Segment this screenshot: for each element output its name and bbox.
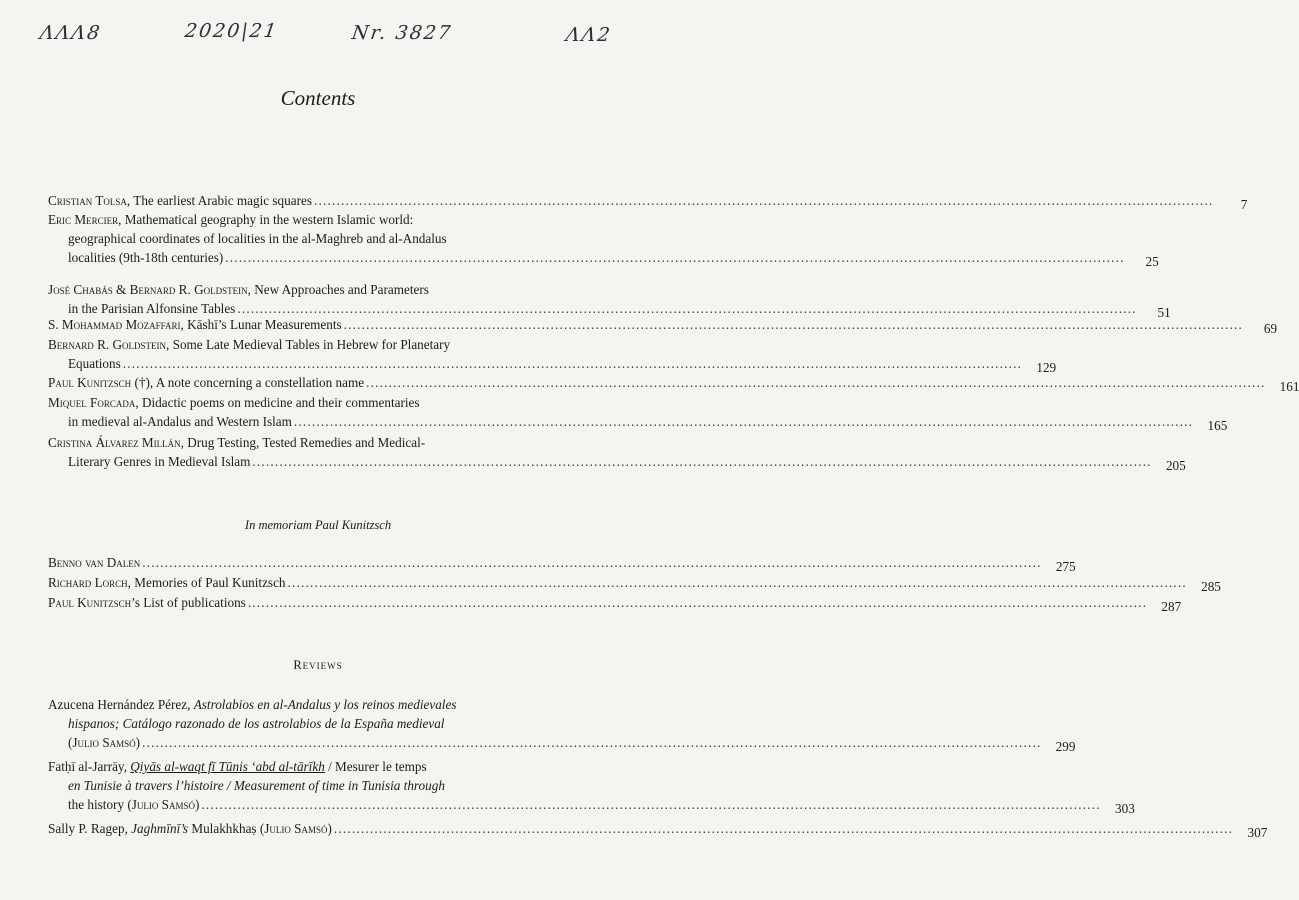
toc-title: Equations — [68, 356, 121, 372]
leader-dots: ........................................................................................................................................................................................................ — [287, 575, 1187, 590]
toc-title: New Approaches and Parameters — [254, 282, 429, 297]
page-number: 299 — [1055, 739, 1076, 755]
toc-entry: Eric Mercier, Mathematical geography in the western Islamic world: geographical coordinates of localities in the al-Maghreb and al-Andalus localities (9th-18th centuries) ........................................................................................................................................................................................................ 25 — [48, 210, 543, 268]
review-title: Qiyās al-waqt fī Tūnis ‘abd al-tārīkh — [130, 759, 325, 774]
review-entry-3: Sally P. Ragep, Jaghmīnī’s Mulakhkhaṣ (Julio Samsó) ........................................................................................................................................................................................................ 307 — [48, 819, 543, 838]
toc-entry: Cristina Álvarez Millán, Drug Testing, Tested Remedies and Medical- Literary Genres in Medieval Islam ........................................................................................................................................................................................................ 205 — [48, 433, 543, 471]
toc-entry: Bernard R. Goldstein, Some Late Medieval Tables in Hebrew for Planetary Equations ........................................................................................................................................................................................................ 129 — [48, 335, 543, 373]
toc-title: Mathematical geography in the western Islamic world: — [124, 212, 414, 227]
leader-dots: ........................................................................................................................................................................................................ — [142, 555, 1042, 570]
leader-dots: ........................................................................................................................................................................................................ — [201, 797, 1101, 813]
leader-dots: ........................................................................................................................................................................................................ — [237, 301, 1137, 317]
toc-title: The earliest Arabic magic squares — [133, 193, 312, 208]
review-entry-1: Azucena Hernández Pérez, Astrolabios en al-Andalus y los reinos medievales hispanos; Catálogo razonado de los astrolabios de la España medieval (Julio Samsó) ........................................................................................................................................................................................................ 299 — [48, 695, 543, 753]
review-title: Jaghmīnī’s — [131, 821, 189, 836]
toc-title: A note concerning a constellation name — [155, 375, 365, 390]
toc-author: Eric Mercier — [48, 212, 119, 227]
review-author: Fatḥī al-Jarrāy — [48, 759, 124, 774]
page-number: 165 — [1207, 418, 1228, 434]
page-number: 285 — [1201, 579, 1221, 594]
page-number: 25 — [1145, 254, 1159, 270]
toc-entry: Miquel Forcada, Didactic poems on medicine and their commentaries in medieval al-Andalus and Western Islam ........................................................................................................................................................................................................ 165 — [48, 393, 543, 431]
toc-entry: Cristian Tolsa, The earliest Arabic magic squares ........................................................................................................................................................................................................ 7 — [48, 191, 543, 210]
leader-dots: ........................................................................................................................................................................................................ — [122, 356, 1023, 372]
review-title: Astrolabios en al-Andalus y los reinos medievales — [193, 697, 457, 712]
leader-dots: ........................................................................................................................................................................................................ — [293, 414, 1194, 430]
memoriam-entry — [48, 553, 1076, 574]
page-number: 287 — [1161, 599, 1182, 614]
page-number: 307 — [1247, 825, 1268, 840]
handwritten-note-4: ΛΛ2 — [564, 24, 614, 46]
toc-author: Paul Kunitzsch — [48, 375, 132, 390]
leader-dots: ........................................................................................................................................................................................................ — [225, 250, 1125, 266]
memoriam-author: Benno van Dalen — [48, 555, 141, 570]
toc-title: Didactic poems on medicine and their commentaries — [141, 395, 420, 410]
review-title-line: en Tunisie à travers l’histoire / Measurement of time in Tunisia through — [68, 778, 445, 794]
handwritten-note-3: Nr. 3827 — [350, 22, 454, 44]
memoriam-author: Richard Lorch — [48, 575, 128, 590]
toc-title: localities (9th-18th centuries) — [68, 250, 224, 266]
leader-dots: ........................................................................................................................................................................................................ — [252, 454, 1152, 470]
leader-dots: ........................................................................................................................................................................................................ — [343, 317, 1244, 332]
reviewer-name: Julio Samsó — [72, 735, 136, 751]
toc-author: Cristina Álvarez Millán — [48, 435, 181, 450]
toc-author: Cristian Tolsa — [48, 193, 127, 208]
page-number: 7 — [1240, 197, 1248, 212]
toc-title: in the Parisian Alfonsine Tables — [68, 301, 236, 317]
toc-title: Drug Testing, Tested Remedies and Medical- — [187, 435, 426, 450]
memoriam-title: , Memories of Paul Kunitzsch — [127, 575, 286, 590]
toc-author: Miquel Forcada — [48, 395, 136, 410]
handwritten-note-2: 2020|21 — [183, 20, 280, 42]
review-author: Sally P. Ragep — [48, 821, 125, 836]
leader-dots: ........................................................................................................................................................................................................ — [313, 193, 1214, 208]
toc-author: S. Mohammad Mozaffari — [48, 317, 181, 332]
handwritten-note-1: ΛΛΛ8 — [38, 22, 103, 44]
memoriam-entry — [48, 573, 1221, 594]
toc-title: Some Late Medieval Tables in Hebrew for Planetary — [172, 337, 451, 352]
toc-entry: Paul Kunitzsch (†), A note concerning a constellation name ........................................................................................................................................................................................................ 161 — [48, 373, 543, 392]
page-number: 161 — [1279, 379, 1299, 394]
memoriam-author: Paul Kunitzsch — [48, 595, 132, 610]
toc-entry: José Chabás & Bernard R. Goldstein, New Approaches and Parameters in the Parisian Alfonsine Tables ........................................................................................................................................................................................................ 51 — [48, 280, 543, 318]
toc-title: Literary Genres in Medieval Islam — [68, 454, 251, 470]
page-title: Contents — [280, 86, 356, 110]
page-number: 275 — [1055, 559, 1076, 574]
toc-title: geographical coordinates of localities in the al-Maghreb and al-Andalus — [68, 231, 447, 247]
leader-dots: ........................................................................................................................................................................................................ — [366, 375, 1266, 390]
memoriam-entry — [48, 593, 1182, 614]
toc-title: Kāshī’s Lunar Measurements — [187, 317, 342, 332]
review-entry-2: Fatḥī al-Jarrāy, Qiyās al-waqt fī Tūnis ‘abd al-tārīkh / Mesurer le temps en Tunisie à travers l’histoire / Measurement of time in Tunisia through the history (Julio Samsó) ........................................................................................................................................................................................................ 303 — [48, 757, 543, 815]
leader-dots: ........................................................................................................................................................................................................ — [333, 821, 1234, 836]
reviews-heading: Reviews — [293, 658, 343, 672]
review-title-line: hispanos; Catálogo razonado de los astrolabios de la España medieval — [68, 716, 445, 732]
toc-author: Bernard R. Goldstein — [48, 337, 167, 352]
page-number: 205 — [1165, 458, 1186, 474]
reviewer-name: Julio Samsó — [264, 821, 328, 836]
leader-dots: ........................................................................................................................................................................................................ — [247, 595, 1148, 610]
toc-entry: S. Mohammad Mozaffari, Kāshī’s Lunar Measurements ........................................................................................................................................................................................................ 69 — [48, 315, 543, 334]
page-number: 51 — [1157, 305, 1171, 321]
page-number: 303 — [1115, 801, 1135, 817]
memoriam-heading: In memoriam Paul Kunitzsch — [244, 518, 392, 532]
review-author: Azucena Hernández Pérez — [48, 697, 188, 712]
page-number: 69 — [1263, 321, 1278, 336]
page-number: 129 — [1036, 360, 1057, 376]
reviewer-name: Julio Samsó — [131, 797, 195, 813]
leader-dots: ........................................................................................................................................................................................................ — [142, 735, 1042, 751]
toc-author: José Chabás & Bernard R. Goldstein — [48, 282, 248, 297]
memoriam-title: ’s List of publications — [131, 595, 246, 610]
toc-title: in medieval al-Andalus and Western Islam — [68, 414, 292, 430]
